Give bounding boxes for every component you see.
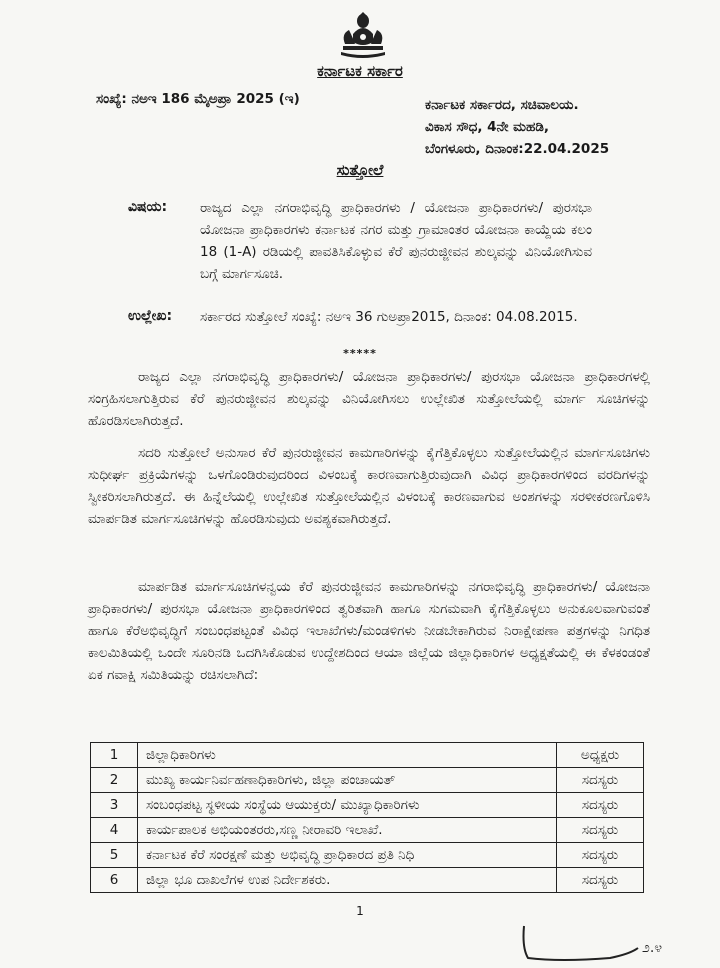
page-number: 1 <box>356 904 364 918</box>
reference-number: ಸಂಖ್ಯೆ: ನಅಇ 186 ಮೈಅಪ್ರಾ 2025 (ಇ) <box>96 91 300 107</box>
reference-label: ಉಲ್ಲೇಖ: <box>128 308 173 324</box>
karnataka-emblem-icon <box>333 12 393 60</box>
member-name: ಸಂಬಂಧಪಟ್ಟ ಸ್ಥಳೀಯ ಸಂಸ್ಥೆಯ ಆಯುಕ್ತರು/ ಮುಖ್ಯಾಧಿಕಾರಿಗಳು <box>138 793 557 818</box>
member-role: ಅಧ್ಯಕ್ಷರು <box>557 743 644 768</box>
table-row <box>91 743 644 768</box>
member-role: ಸದಸ್ಯರು <box>557 768 644 793</box>
row-number: 1 <box>91 743 138 768</box>
body-paragraph-3: ಮಾರ್ಪಡಿತ ಮಾರ್ಗಸೂಚಿಗಳನ್ವಯ ಕೆರೆ ಪುನರುಜ್ಜೀವನ ಕಾಮಗಾರಿಗಳನ್ನು ನಗರಾಭಿವೃದ್ಧಿ ಪ್ರಾಧಿಕಾರಗಳು/ ಯೋಜನಾ ಪ್ರಾಧಿಕಾರಗಳು/ ಪುರಸಭಾ ಯೋಜನಾ ಪ್ರಾಧಿಕಾರಗಳಿಂದ ತ್ವರಿತವಾಗಿ ಹಾಗೂ ಸುಗಮವಾಗಿ ಕೈಗೆತ್ತಿಕೊಳ್ಳಲು ಅನುಕೂಲವಾಗುವಂತೆ ಹಾಗೂ ಕೆರೆಅಭಿವೃದ್ಧಿಗೆ ಸಂಬಂಧಪಟ್ಟಂತೆ ವಿವಿಧ ಇಲಾಖೆಗಳು/ಮಂಡಳಿಗಳು ನೀಡಬೇಕಾಗಿರುವ ನಿರಾಕ್ಷೇಪಣಾ ಪತ್ರಗಳನ್ನು ನಿಗಧಿತ ಕಾಲಮಿತಿಯಲ್ಲಿ ಒಂದೇ ಸೂರಿನಡಿ ಒದಗಿಸಿಕೊಡುವ ಉದ್ದೇಶದಿಂದ ಆಯಾ ಜಿಲ್ಲೆಯ ಜಿಲ್ಲಾಧಿಕಾರಿಗಳ ಅಧ್ಯಕ್ಷತೆಯಲ್ಲಿ ಈ ಕೆಳಕಂಡಂತೆ ಏಕ ಗವಾಕ್ಷಿ ಸಮಿತಿಯನ್ನು ರಚಿಸಲಾಗಿದೆ: <box>88 579 650 683</box>
separator-stars: ***** <box>343 347 377 360</box>
row-number: 2 <box>91 768 138 793</box>
committee-table <box>90 742 644 893</box>
member-name: ಜಿಲ್ಲಾಧಿಕಾರಿಗಳು <box>138 743 557 768</box>
member-name: ಕಾರ್ಯಪಾಲಕ ಅಭಿಯಂತರರು,ಸಣ್ಣ ನೀರಾವರಿ ಇಲಾಖೆ. <box>138 818 557 843</box>
member-name: ಮುಖ್ಯ ಕಾರ್ಯನಿರ್ವಹಣಾಧಿಕಾರಿಗಳು, ಜಿಲ್ಲಾ ಪಂಚಾಯತ್ <box>138 768 557 793</box>
member-role: ಸದಸ್ಯರು <box>557 843 644 868</box>
address-line: ಕರ್ನಾಟಕ ಸರ್ಕಾರದ, ಸಚಿವಾಲಯ. <box>425 97 579 113</box>
handwritten-signature <box>520 918 700 966</box>
member-name: ಜಿಲ್ಲಾ ಭೂ ದಾಖಲೆಗಳ ಉಪ ನಿರ್ದೇಶಕರು. <box>138 868 557 893</box>
row-number: 4 <box>91 818 138 843</box>
address-line-date: ಬೆಂಗಳೂರು, ದಿನಾಂಕ:22.04.2025 <box>425 141 610 157</box>
row-number: 5 <box>91 843 138 868</box>
member-role: ಸದಸ್ಯರು <box>557 793 644 818</box>
government-title-text: ಕರ್ನಾಟಕ ಸರ್ಕಾರ <box>317 62 403 80</box>
row-number: 6 <box>91 868 138 893</box>
circular-title-text: ಸುತ್ತೋಲೆ <box>336 161 384 179</box>
table-row <box>91 868 644 893</box>
member-role: ಸದಸ್ಯರು <box>557 818 644 843</box>
body-paragraph-1: ರಾಜ್ಯದ ಎಲ್ಲಾ ನಗರಾಭಿವೃದ್ಧಿ ಪ್ರಾಧಿಕಾರಗಳು/ ಯೋಜನಾ ಪ್ರಾಧಿಕಾರಗಳು/ ಪುರಸಭಾ ಯೋಜನಾ ಪ್ರಾಧಿಕಾರಗಳಲ್ಲಿ ಸಂಗ್ರಹಿಸಲಾಗುತ್ತಿರುವ ಕೆರೆ ಪುನರುಜ್ಜೀವನ ಶುಲ್ಕವನ್ನು ವಿನಿಯೋಗಿಸಲು ಉಲ್ಲೇಖಿತ ಸುತ್ತೋಲೆಯಲ್ಲಿ ಮಾರ್ಗ ಸೂಚಿಗಳನ್ನು ಹೊರಡಿಸಲಾಗಿರುತ್ತದೆ. <box>88 369 650 429</box>
government-title <box>0 62 720 80</box>
subject-text: ರಾಜ್ಯದ ಎಲ್ಲಾ ನಗರಾಭಿವೃದ್ಧಿ ಪ್ರಾಧಿಕಾರಗಳು / ಯೋಜನಾ ಪ್ರಾಧಿಕಾರಗಳು/ ಪುರಸಭಾ ಯೋಜನಾ ಪ್ರಾಧಿಕಾರಗಳು ಕರ್ನಾಟಕ ನಗರ ಮತ್ತು ಗ್ರಾಮಾಂತರ ಯೋಜನಾ ಕಾಯ್ದೆಯ ಕಲಂ 18 (1-A) ರಡಿಯಲ್ಲಿ ಪಾವತಿಸಿಕೊಳ್ಳುವ ಕೆರೆ ಪುನರುಜ್ಜೀವನ ಶುಲ್ಕವನ್ನು ವಿನಿಯೋಗಿಸುವ ಬಗ್ಗೆ ಮಾರ್ಗಸೂಚಿ. <box>200 200 592 282</box>
table-row <box>91 768 644 793</box>
body-paragraph-2: ಸದರಿ ಸುತ್ತೋಲೆ ಅನುಸಾರ ಕೆರೆ ಪುನರುಜ್ಜೀವನ ಕಾಮಗಾರಿಗಳನ್ನು ಕೈಗೆತ್ತಿಕೊಳ್ಳಲು ಸುತ್ತೋಲೆಯಲ್ಲಿನ ಮಾರ್ಗಸೂಚಿಗಳು ಸುಧೀರ್ಘ ಪ್ರಕ್ರಿಯೆಗಳನ್ನು ಒಳಗೊಂಡಿರುವುದರಿಂದ ವಿಳಂಬಕ್ಕೆ ಕಾರಣವಾಗುತ್ತಿರುವುದಾಗಿ ವಿವಿಧ ಪ್ರಾಧಿಕಾರಗಳಿಂದ ವರದಿಗಳನ್ನು ಸ್ವೀಕರಿಸಲಾಗಿರುತ್ತದೆ. ಈ ಹಿನ್ನೆಲೆಯಲ್ಲಿ ಉಲ್ಲೇಖಿತ ಸುತ್ತೋಲೆಯಲ್ಲಿನ ವಿಳಂಬಕ್ಕೆ ಕಾರಣವಾಗುವ ಅಂಶಗಳನ್ನು ಸರಳೀಕರಣಗೊಳಿಸಿ ಮಾರ್ಪಡಿತ ಮಾರ್ಗಸೂಚಿಗಳನ್ನು ಹೊರಡಿಸುವುದು ಅವಶ್ಯಕವಾಗಿರುತ್ತದೆ. <box>88 445 650 527</box>
member-role: ಸದಸ್ಯರು <box>557 868 644 893</box>
reference-text: ಸರ್ಕಾರದ ಸುತ್ತೋಲೆ ಸಂಖ್ಯೆ: ನಅಇ 36 ಗುಅಪ್ರಾ2015, ದಿನಾಂಕ: 04.08.2015. <box>200 309 578 325</box>
member-name: ಕರ್ನಾಟಕ ಕೆರೆ ಸಂರಕ್ಷಣೆ ಮತ್ತು ಅಭಿವೃದ್ಧಿ ಪ್ರಾಧಿಕಾರದ ಪ್ರತಿ ನಿಧಿ <box>138 843 557 868</box>
signature-note: ೨.೪ <box>642 940 663 956</box>
circular-title <box>0 161 720 179</box>
row-number: 3 <box>91 793 138 818</box>
address-block <box>425 94 609 160</box>
table-row <box>91 793 644 818</box>
address-line: ವಿಕಾಸ ಸೌಧ, 4ನೇ ಮಹಡಿ, <box>425 119 550 135</box>
table-row <box>91 843 644 868</box>
subject-label: ವಿಷಯ: <box>128 199 168 215</box>
table-row <box>91 818 644 843</box>
